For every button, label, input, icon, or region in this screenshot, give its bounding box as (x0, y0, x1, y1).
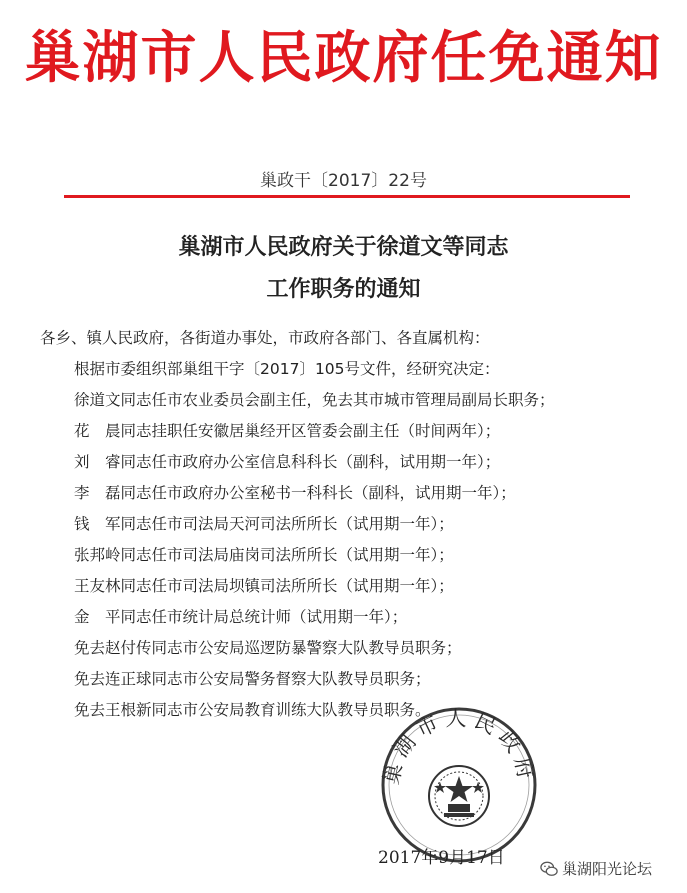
wechat-icon (540, 860, 558, 878)
body-line: 免去连正球同志市公安局警务督察大队教导员职务； (74, 670, 431, 688)
body-line: 花 晨同志挂职任安徽居巢经开区管委会副主任（时间两年）； (74, 422, 501, 440)
document-title-line-1: 巢湖市人民政府关于徐道文等同志 (178, 234, 509, 260)
body-line: 张邦岭同志任市司法局庙岗司法所所长（试用期一年）； (74, 546, 454, 564)
body-line: 根据市委组织部巢组干字〔2017〕105号文件，经研究决定： (74, 360, 500, 378)
body-line: 钱 军同志任市司法局天河司法所所长（试用期一年）； (74, 515, 454, 533)
addressee-line: 各乡、镇人民政府，各街道办事处，市政府各部门、各直属机构： (40, 329, 490, 347)
red-divider (64, 195, 630, 198)
issue-date: 2017年9月17日 (378, 848, 505, 868)
body-line: 刘 睿同志任市政府办公室信息科科长（副科，试用期一年）； (74, 453, 501, 471)
document-title-line-2: 工作职务的通知 (266, 276, 421, 302)
watermark-text: 巢湖阳光论坛 (562, 860, 653, 878)
body-line: 金 平同志任市统计局总统计师（试用期一年）； (74, 608, 408, 626)
watermark (540, 858, 652, 879)
body-line: 徐道文同志任市农业委员会副主任，免去其市城市管理局副局长职务； (74, 391, 555, 409)
body-line: 李 磊同志任市政府办公室秘书一科科长（副科，试用期一年）； (74, 484, 516, 502)
body-line: 王友林同志任市司法局坝镇司法所所长（试用期一年）； (74, 577, 454, 595)
body-line: 免去赵付传同志市公安局巡逻防暴警察大队教导员职务； (74, 639, 462, 657)
header-title: 巢湖市人民政府任免通知 (24, 25, 663, 91)
svg-text:巢湖市人民政府: 巢湖市人民政府 (378, 706, 540, 787)
official-seal-icon (378, 704, 540, 866)
document-number: 巢政干〔2017〕22号 (260, 171, 427, 191)
body-line: 免去王根新同志市公安局教育训练大队教导员职务。 (74, 701, 431, 719)
